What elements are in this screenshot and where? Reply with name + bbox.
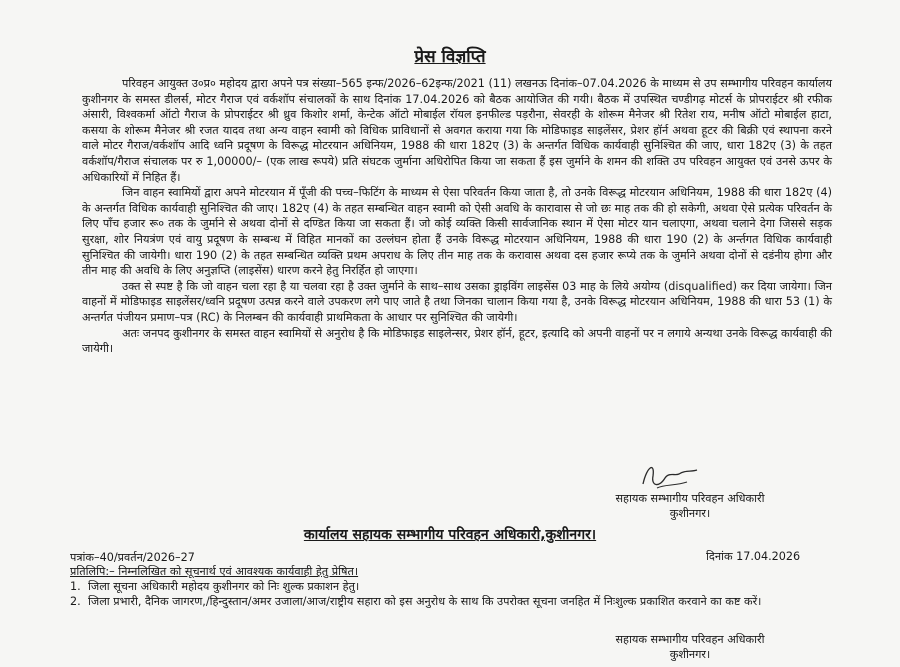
signature-designation: सहायक सम्भागीय परिवहन अधिकारी (615, 492, 765, 505)
copy-list (70, 579, 840, 609)
list-item-text: जिला सूचना अधिकारी महोदय कुशीनगर को निः शुल्क प्रकाशन हेतु। (88, 580, 360, 593)
signature-block-2 (570, 632, 810, 662)
paragraph-3: उक्त से स्पष्ट है कि जो वाहन चला रहा है या चलवा रहा है उक्त जुर्माने के साथ–साथ उसका ड्राइविंग लाइसेंस 03 माह के लिये अयोग्य (disqualified) कर दिया जायेगा। जिन वाहनों में मोडिफाइड साइलेंसर/ध्वनि प्रदूषण उत्पन्न करने वाले उपकरण लगे पाए जाते है तथा जिनका चालान किया गया है, उनके विरूद्ध मोटरयान अधिनियम, 1988 की धारा 53 (1) के अन्तर्गत पंजीयन प्रमाण–पत्र (RC) के निलम्बन की कार्यवाही प्राथमिकता के आधार पर सुनिश्चित की जायेगी। (82, 279, 832, 324)
list-item-text: जिला प्रभारी, दैनिक जागरण,/हिन्दुस्तान/अमर उजाला/आज/राष्ट्रीय सहारा को इस अनुरोध के साथ कि उपरोक्त सूचना जनहित में निःशुल्क प्रकाशित करवाने का कष्ट करें। (88, 595, 762, 608)
copy-to-heading: प्रतिलिपि:– निम्नलिखित को सूचनार्थ एवं आवश्यक कार्यवाही हेतु प्रेषित। (70, 565, 359, 578)
signature-place: कुशीनगर। (669, 507, 711, 520)
list-item-number: 2. (70, 595, 81, 608)
signature-designation: सहायक सम्भागीय परिवहन अधिकारी (615, 633, 765, 646)
paragraph-2: जिन वाहन स्वामियों द्वारा अपने मोटरयान में पूँजी की पच्च–फिटिंग के माध्यम से ऐसा परिवर्तन किया जाता है, तो उनके विरूद्ध मोटरयान अधिनियम, 1988 की धारा 182ए (4) के अन्तर्गत विधिक कार्यवाही सुनिश्चित की जाए। 182ए (4) के तहत सम्बन्धित वाहन स्वामी को ऐसी अवधि के कारावास से जो छः माह तक की हो सकेगी, अथवा ऐसे प्रत्येक परिवर्तन के लिए पाँच हजार रू० तक के जुर्माने से अथवा दोनों से दण्डित किया जा सकता हैं। जो कोई व्यक्ति किसी सार्वजानिक स्थान में ऐसा मोटर यान चलाएगा, अथवा चलाने देगा जिससे सड़क सुरक्षा, शोर नियत्रंण एवं वायु प्रदूषण के सम्बन्ध में विहित मानकों का उल्लंघन होता हैं उनके विरूद्ध मोटरयान अधिनियम, 1988 की धारा 190 (2) के अर्न्तगत विधिक कार्यवाही सुनिश्चित की जायेगी। धारा 190 (2) के तहत सम्बन्धित व्यक्ति प्रथम अपराध के लिए तीन माह तक के करावास अथवा दस हजार रूप्ये तक के जुर्माने अथवा दोनों से दडंनीय होगा और तीन माह की अवधि के लिए अनुज्ञप्ति (लाइसेंस) धारण करने हेतु निरर्हित हो जाएगा। (82, 186, 832, 278)
list-item (70, 579, 840, 594)
letter-date: दिनांक 17.04.2026 (706, 550, 801, 563)
office-heading: कार्यालय सहायक सम्भागीय परिवहन अधिकारी,कुशीनगर। (303, 527, 597, 543)
page-title: प्रेस विज्ञप्ति (414, 47, 486, 67)
press-release-body (82, 76, 832, 357)
paragraph-1: परिवहन आयुक्त उ०प्र० महोदय द्वारा अपने पत्र संख्या–565 इन्फ/2026–62इन्फ/2021 (11) लखनऊ दिनांक–07.04.2026 के माध्यम से उप सम्भागीय परिवहन कार्यालय कुशीनगर के समस्त डीलर्स, मोटर गैराज एवं वर्कशॉप संचालकों के साथ दिनांक 17.04.2026 को बैठक आयोजित की गयी। बैठक में उपस्थित चण्डीगढ़ मोटर्स के प्रोपराईटर श्री रफीक अंसारी, विश्वकर्मा ऑटो गैराज के प्रोपराईटर श्री ध्रुव किशोर शर्मा, केन्टेक ऑटो मोबाईल रॉयल इनफील्ड पड़रौना, सेवरही के शोरूम मैनेजर श्री रितेश राय, मनीष ऑटो मोबाईल हाटा, कसया के शोरूम मैनेजर श्री रजत यादव तथा अन्य वाहन स्वामी को विधिक प्राविधानों से अवगत कराया गया कि मोडिफाइड साइलेंसर, प्रेशर हॉर्न अथवा हूटर की बिक्री एवं स्थापना करने वाले मोटर गैराज/वर्कशॉप आदि ध्वनि प्रदूषण के विरूद्ध मोटरयान अधिनियम, 1988 की धारा 182ए (3) के अन्तर्गत विधिक कार्यवाही सुनिश्चित की जाए, धारा 182ए (3) के तहत वर्कशॉप/गैराज संचालक पर रु 1,00000/– (एक लाख रूपये) प्रति संघटक जुर्माना अधिरोपित किया जा सकता हैं इस जुर्माने के शमन की शक्ति उप परिवहन आयुक्त एवं उनसे ऊपर के अधिकारियों में निहित हैं। (82, 77, 832, 184)
paragraph-4: अतः जनपद कुशीनगर के समस्त वाहन स्वामियों से अनुरोध है कि मोडिफाइड साइलेन्सर, प्रेशर हॉर्न, हूटर, इत्यादि को अपनी वाहनों पर न लगाये अन्यथा उनके विरूद्ध कार्यवाही की जायेगी। (82, 326, 832, 356)
handwritten-signature (635, 458, 705, 494)
signature-block-1 (570, 491, 810, 521)
list-item-number: 1. (70, 580, 81, 593)
list-item (70, 594, 840, 609)
signature-place: कुशीनगर। (669, 648, 711, 661)
reference-number: पत्रांक–40/प्रवर्तन/2026–27 (70, 551, 195, 564)
